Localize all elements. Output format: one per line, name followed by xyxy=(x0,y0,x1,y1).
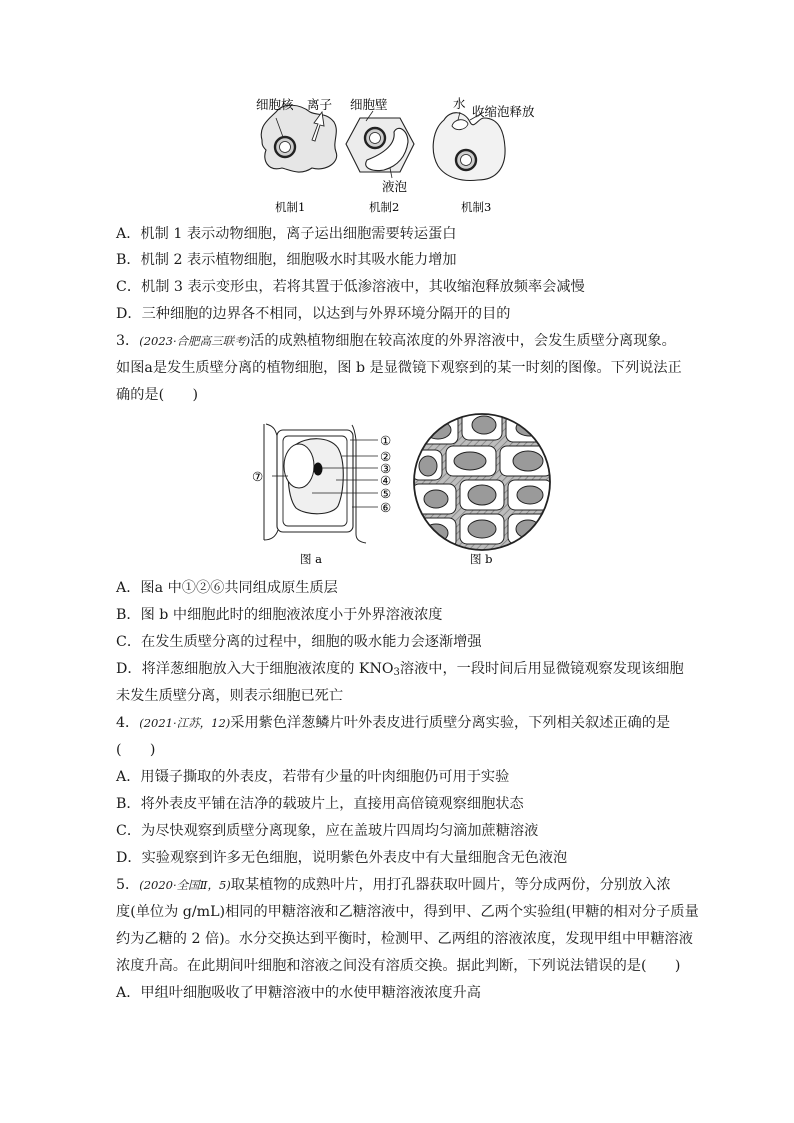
caption-mechanism-1: 机制1 xyxy=(275,200,306,214)
q2-option-b: B．机制 2 表示植物细胞，细胞吸水时其吸水能力增加 xyxy=(116,252,457,268)
q3-stem-line3: 确的是( ) xyxy=(116,387,199,403)
q4-option-d: D．实验观察到许多无色细胞，说明紫色外表皮中有大量细胞含无色液泡 xyxy=(116,850,568,866)
q5-stem-line2: 度(单位为 g/mL)相同的甲糖溶液和乙糖溶液中，得到甲、乙两个实验组(甲糖的相对分子质量 xyxy=(116,904,699,920)
caption-mechanism-2: 机制2 xyxy=(369,200,400,214)
q5-stem-line4: 浓度升高。在此期间叶细胞和溶液之间没有溶质交换。据此判断，下列说法错误的是( ) xyxy=(116,958,681,974)
q2-option-c: C．机制 3 表示变形虫，若将其置于低渗溶液中，其收缩泡释放频率会减慢 xyxy=(116,279,585,295)
q5-option-a: A．甲组叶细胞吸收了甲糖溶液中的水使甲糖溶液浓度升高 xyxy=(116,985,481,1001)
label-water: 水 xyxy=(453,96,466,111)
label-ion: 离子 xyxy=(307,97,333,112)
q4-stem-line1: 4．(2021·江苏，12)采用紫色洋葱鳞片叶外表皮进行质壁分离实验，下列相关叙述正确的是 xyxy=(116,715,671,731)
caption-figure-b: 图 b xyxy=(470,552,493,566)
label-nucleus: 细胞核 xyxy=(256,97,294,112)
q3-option-c: C．在发生质壁分离的过程中，细胞的吸水能力会逐渐增强 xyxy=(116,634,482,650)
q2-option-a: A．机制 1 表示动物细胞，离子运出细胞需要转运蛋白 xyxy=(116,226,457,242)
label-1: ① xyxy=(380,433,392,448)
label-5: ⑤ xyxy=(380,486,392,501)
label-2: ② xyxy=(380,449,392,464)
q3-option-d-line2: 未发生质壁分离，则表示细胞已死亡 xyxy=(116,688,344,704)
label-contractile-release: 收缩泡释放 xyxy=(472,104,535,119)
label-4: ④ xyxy=(380,473,392,488)
q4-option-c: C．为尽快观察到质壁分离现象，应在盖玻片四周均匀滴加蔗糖溶液 xyxy=(116,823,539,839)
q2-option-d: D．三种细胞的边界各不相同，以达到与外界环境分隔开的目的 xyxy=(116,306,511,322)
label-6: ⑥ xyxy=(380,500,392,515)
q5-stem-line3: 约为乙糖的 2 倍)。水分交换达到平衡时，检测甲、乙两组的溶液浓度，发现甲组中甲糖溶液 xyxy=(116,931,693,947)
label-cell-wall: 细胞壁 xyxy=(350,97,388,112)
q3-option-a: A．图a 中①②⑥共同组成原生质层 xyxy=(116,580,338,596)
q3-stem-line1: 3．(2023·合肥高三联考)活的成熟植物细胞在较高浓度的外界溶液中，会发生质壁分离现象。 xyxy=(116,333,676,349)
caption-figure-a: 图 a xyxy=(300,552,323,566)
label-3: ③ xyxy=(380,461,392,476)
q4-option-a: A．用镊子撕取的外表皮，若带有少量的叶肉细胞仍可用于实验 xyxy=(116,769,510,785)
q3-option-d: D．将洋葱细胞放入大于细胞液浓度的 $KNO_3$溶液中，一段时间后用显微镜观察发现该细胞 xyxy=(116,661,684,678)
label-7: ⑦ xyxy=(252,469,264,484)
q3-stem-line2: 如图a是发生质壁分离的植物细胞，图 b 是显微镜下观察到的某一时刻的图像。下列说法正 xyxy=(116,360,682,376)
q4-stem-line2: ( ) xyxy=(116,742,156,758)
q5-stem-line1: 5．(2020·全国Ⅱ，5)取某植物的成熟叶片，用打孔器获取叶圆片，等分成两份，分别放入浓 xyxy=(116,877,671,893)
q3-option-b: B．图 b 中细胞此时的细胞液浓度小于外界溶液浓度 xyxy=(116,607,443,623)
label-vacuole: 液泡 xyxy=(382,179,408,194)
caption-mechanism-3: 机制3 xyxy=(461,200,492,214)
q4-option-b: B．将外表皮平铺在洁净的载玻片上，直接用高倍镜观察细胞状态 xyxy=(116,796,524,812)
